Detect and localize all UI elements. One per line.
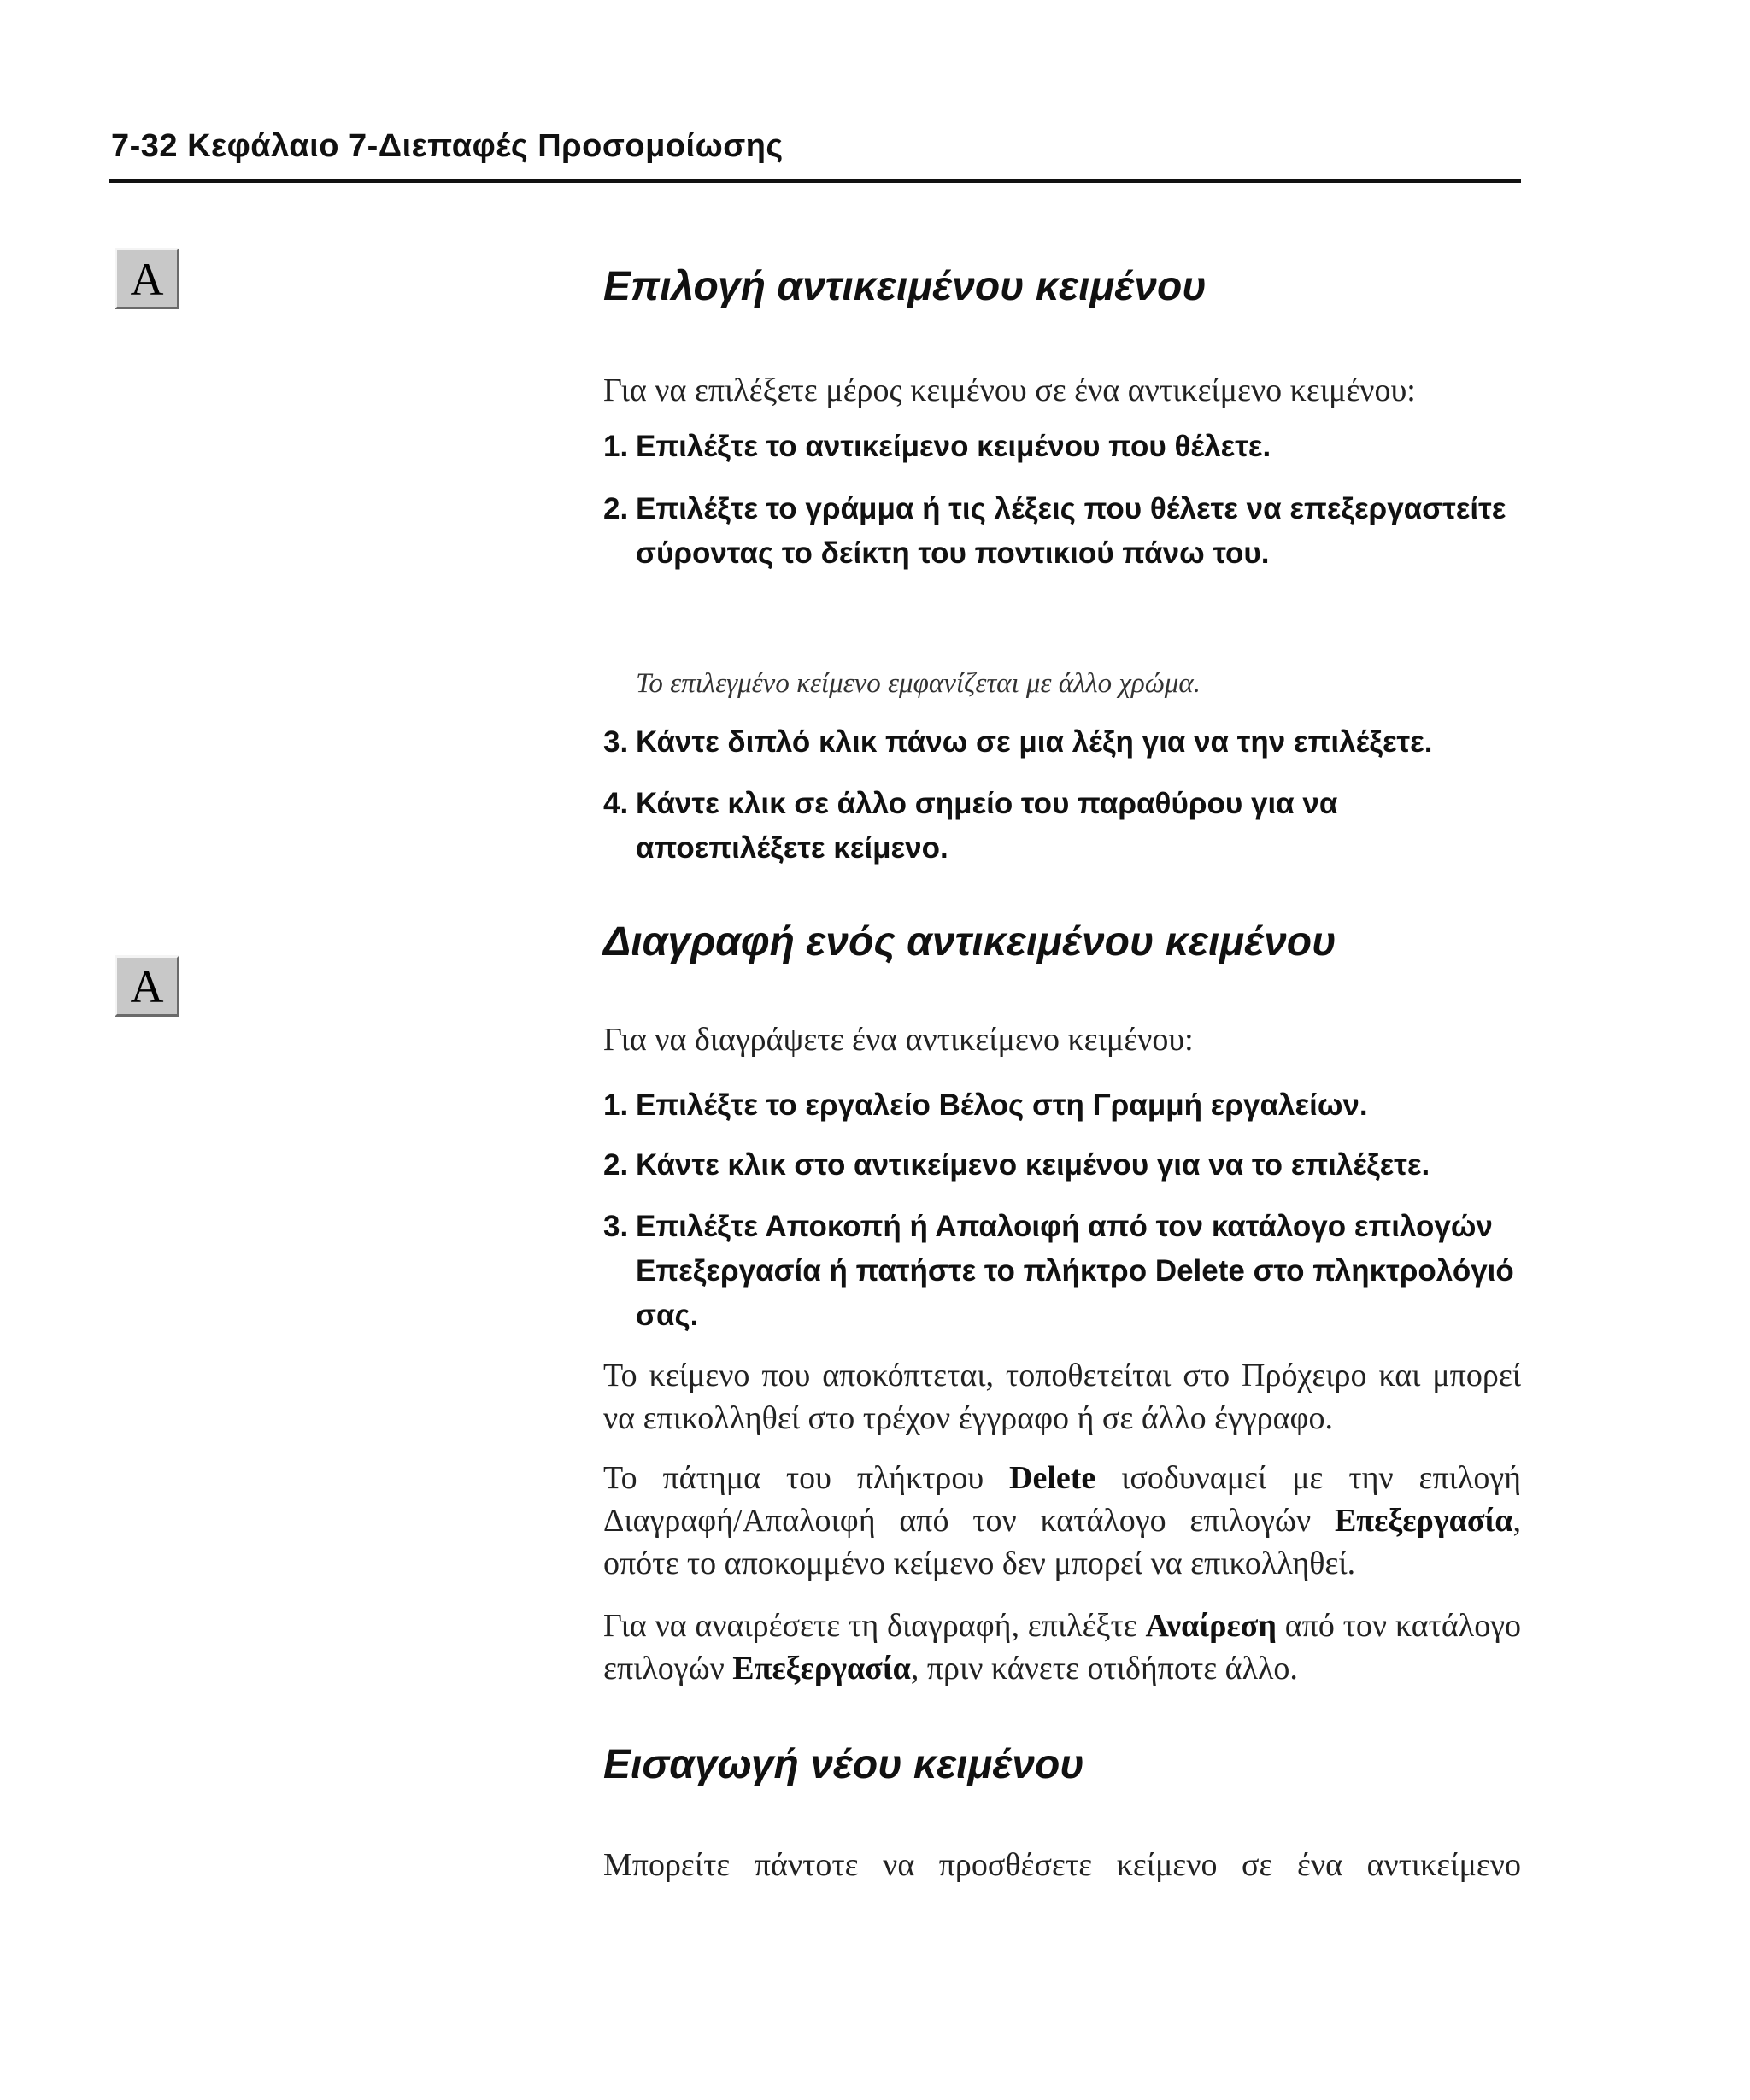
text-run: Το πάτημα του πλήκτρου [603,1460,1010,1496]
text-run: ισοδυναμεί με την επιλογή Διαγραφή/Απαλοιφή από τον κατάλογο επιλογών [603,1460,1521,1539]
text-tool-icon [115,248,179,309]
step-item [603,1205,1521,1338]
text-run: Για να αναιρέσετε τη διαγραφή, επιλέξτε [603,1608,1146,1644]
step-item [603,1143,1521,1188]
step-text: Επιλέξτε το γράμμα ή τις λέξεις που θέλετε να επεξεργαστείτε σύροντας το δείκτη του ποντικιού πάνω του. [636,492,1506,570]
bold-term: Επεξεργασία [732,1651,911,1686]
step-text: Επιλέξτε το εργαλείο Βέλος στη Γραμμή εργαλείων. [636,1088,1368,1122]
paragraph-undo [603,1604,1521,1690]
step-item [603,487,1521,576]
page-header: 7-32 Κεφάλαιο 7-Διεπαφές Προσομοίωσης [111,128,784,164]
step-number: 4. [603,787,629,820]
section-title-insert-text: Εισαγωγή νέου κειμένου [603,1742,1084,1787]
step-text: Κάντε διπλό κλικ πάνω σε μια λέξη για να την επιλέξετε. [636,725,1433,759]
text-tool-icon [115,955,179,1017]
step-number: 2. [603,1148,629,1182]
section-title-select-text: Επιλογή αντικειμένου κειμένου [603,264,1207,309]
text-tool-letter: A [130,255,164,302]
paragraph-delete-key [603,1457,1521,1585]
step-item [603,782,1521,871]
bold-term: Delete [1009,1460,1096,1496]
step-text: Επιλέξτε Αποκοπή ή Απαλοιφή από τον κατάλογο επιλογών Επεξεργασία ή πατήστε το πλήκτρο Delete στο πληκτρολόγιό σας. [636,1210,1514,1332]
header-rule [109,179,1521,183]
text-tool-letter: A [130,962,164,1010]
step-number: 2. [603,492,629,525]
section-intro: Για να επιλέξετε μέρος κειμένου σε ένα αντικείμενο κειμένου: [603,372,1416,408]
step-text: Κάντε κλικ στο αντικείμενο κειμένου για να το επιλέξετε. [636,1148,1430,1182]
section-title-delete-text: Διαγραφή ενός αντικειμένου κειμένου [603,919,1336,965]
step-item [603,425,1521,469]
selection-note: Το επιλεγμένο κείμενο εμφανίζεται με άλλο χρώμα. [636,668,1201,699]
text-run: , πριν κάνετε οτιδήποτε άλλο. [910,1651,1298,1686]
text-run: , οπότε το αποκομμένο κείμενο δεν μπορεί να επικολληθεί. [603,1503,1521,1581]
bold-term: Αναίρεση [1145,1608,1277,1644]
step-text: Επιλέξτε το αντικείμενο κειμένου που θέλετε. [636,430,1271,463]
paragraph-clipboard: Το κείμενο που αποκόπτεται, τοποθετείται στο Πρόχειρο και μπορεί να επικολληθεί στο τρέχον έγγραφο ή σε άλλο έγγραφο. [603,1358,1521,1436]
step-number: 3. [603,1210,629,1243]
step-number: 1. [603,1088,629,1122]
step-number: 1. [603,430,629,463]
bold-term: Επεξεργασία [1334,1503,1513,1539]
section-intro: Για να διαγράψετε ένα αντικείμενο κειμένου: [603,1022,1194,1058]
text-run: από τον κατάλογο επιλογών [603,1608,1521,1686]
step-text: Κάντε κλικ σε άλλο σημείο του παραθύρου για να αποεπιλέξετε κείμενο. [636,787,1338,865]
section-intro: Μπορείτε πάντοτε να προσθέσετε κείμενο σε ένα αντικείμενο [603,1847,1521,1883]
step-item [603,1083,1521,1128]
step-item [603,720,1521,765]
step-number: 3. [603,725,629,759]
